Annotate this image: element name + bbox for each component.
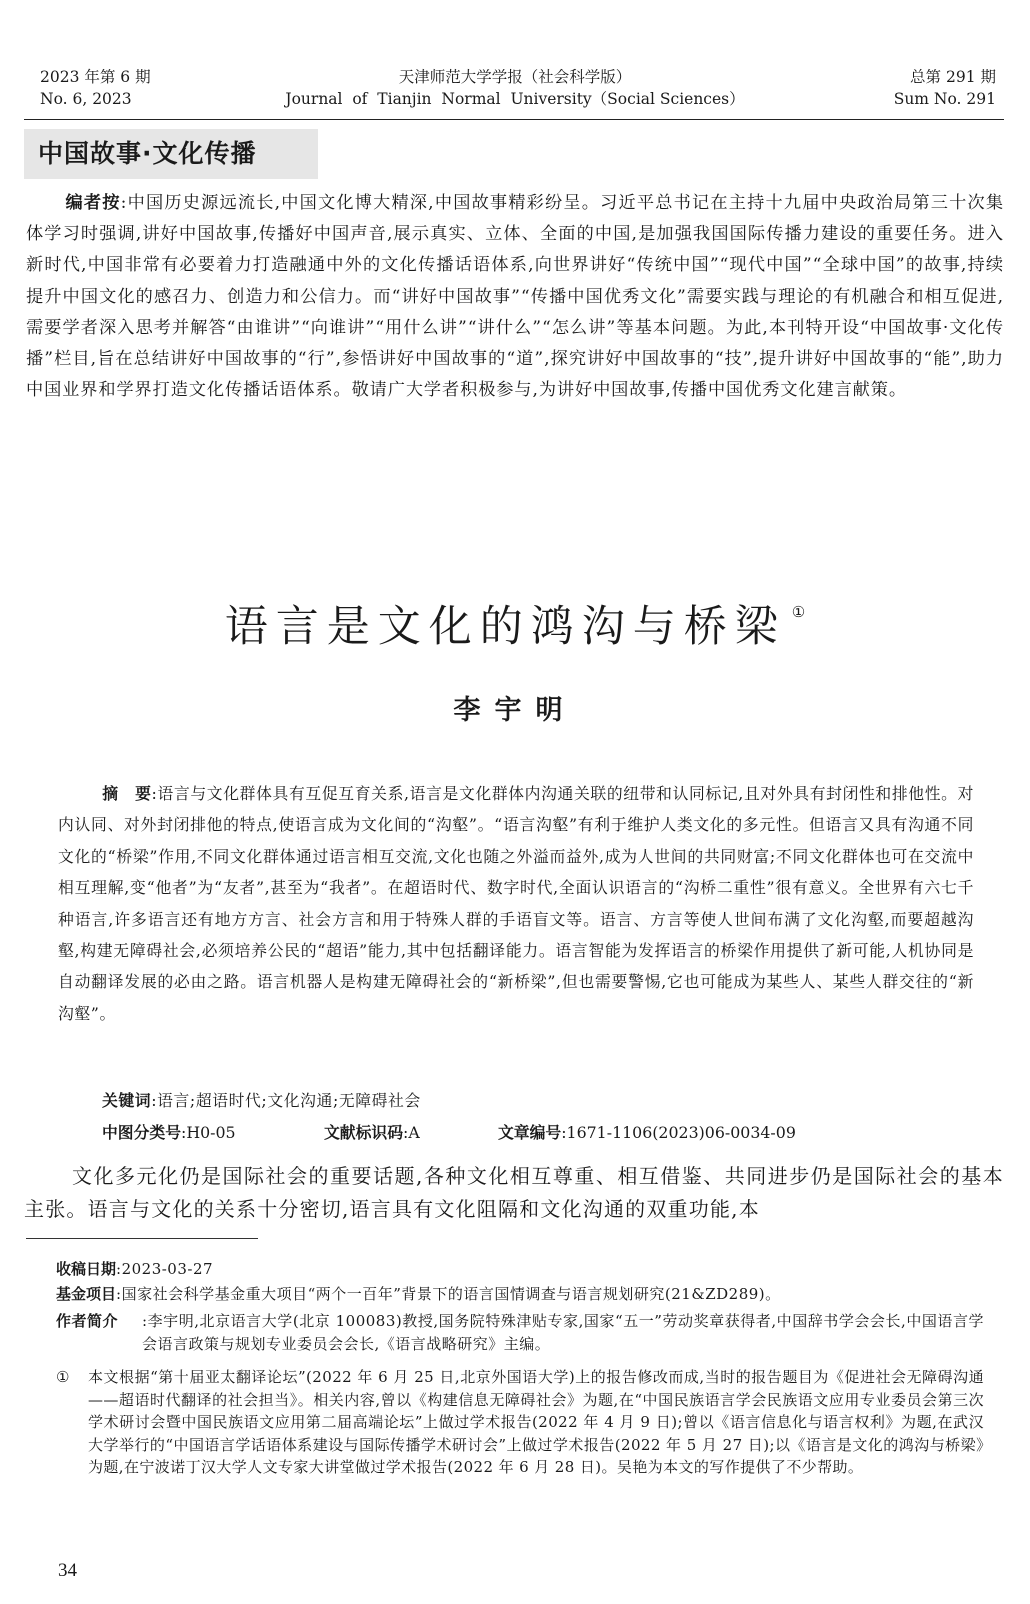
clc-value: :H0-05 bbox=[181, 1123, 236, 1142]
author-info-label: 作者简介 bbox=[56, 1312, 119, 1330]
journal-title bbox=[0, 66, 1030, 110]
clc-label: 中图分类号 bbox=[102, 1123, 181, 1142]
article-title-text: 语言是文化的鸿沟与桥梁 bbox=[224, 602, 786, 652]
fund-label: 基金项目 bbox=[56, 1285, 117, 1303]
page-number: 34 bbox=[58, 1560, 77, 1581]
editor-note-label: 编者按 bbox=[65, 193, 121, 213]
received-label: 收稿日期 bbox=[56, 1260, 117, 1278]
journal-cn: 天津师范大学学报（社会科学版） bbox=[398, 68, 632, 86]
title-footnote-mark[interactable]: ① bbox=[791, 603, 806, 621]
author-info-text: :李宇明,北京语言大学(北京 100083)教授,国务院特殊津贴专家,国家“五一”劳动奖章获得者,中国辞书学会会长,中国语言学会语言政策与规划专业委员会会长,《语言战略研究》主编。 bbox=[142, 1312, 985, 1353]
doc-label: 文献标识码 bbox=[324, 1123, 403, 1142]
column-banner: 中国故事·文化传播 bbox=[24, 129, 318, 179]
issue-en: No. 6, 2023 bbox=[40, 90, 132, 108]
author-info bbox=[56, 1310, 984, 1355]
editor-note bbox=[26, 188, 1004, 406]
keywords bbox=[102, 1087, 421, 1115]
article-title bbox=[0, 584, 1030, 655]
footnote-1 bbox=[56, 1366, 984, 1479]
clc-code bbox=[102, 1119, 236, 1147]
sum-cn: 总第 291 期 bbox=[910, 68, 996, 86]
sum-info bbox=[894, 66, 996, 110]
sum-en: Sum No. 291 bbox=[893, 90, 996, 108]
article-code-value: :1671-1106(2023)06-0034-09 bbox=[561, 1123, 796, 1142]
header-rule bbox=[24, 119, 1004, 120]
article-author: 李宇明 bbox=[453, 695, 577, 726]
keywords-label: 关键词 bbox=[102, 1091, 152, 1110]
abstract bbox=[58, 778, 974, 1029]
article-code bbox=[498, 1119, 796, 1147]
footnote-rule bbox=[26, 1238, 258, 1239]
fund-value: :国家社会科学基金重大项目“两个一百年”背景下的语言国情调查与语言规划研究(21&ZD289)。 bbox=[116, 1285, 781, 1303]
body-paragraph: 文化多元化仍是国际社会的重要话题,各种文化相互尊重、相互借鉴、共同进步仍是国际社会的基本主张。语言与文化的关系十分密切,语言具有文化阻隔和文化沟通的双重功能,本 bbox=[24, 1164, 1004, 1221]
doc-code bbox=[324, 1119, 420, 1147]
journal-en: Journal of Tianjin Normal University（Social Sciences） bbox=[285, 90, 745, 108]
keywords-text: :语言;超语时代;文化沟通;无障碍社会 bbox=[151, 1091, 421, 1110]
article-code-label: 文章编号 bbox=[498, 1123, 562, 1142]
doc-value: :A bbox=[403, 1123, 420, 1142]
abstract-text: :语言与文化群体具有互促互育关系,语言是文化群体内沟通关联的纽带和认同标记,且对外具有封闭性和排他性。对内认同、对外封闭排他的特点,使语言成为文化间的“沟壑”。“语言沟壑”有利于维护人类文化的多元性。但语言又具有沟通不同文化的“桥梁”作用,不同文化群体通过语言相互交流,文化也随之外溢而益外,成为人世间的共同财富;不同文化群体也可在交流中相互理解,变“他者”为“友者”,甚至为“我者”。在超语时代、数字时代,全面认识语言的“沟桥二重性”很有意义。全世界有六七千种语言,许多语言还有地方方言、社会方言和用于特殊人群的手语盲文等。语言、方言等使人世间布满了文化沟壑,而要超越沟壑,构建无障碍社会,必须培养公民的“超语”能力,其中包括翻译能力。语言智能为发挥语言的桥梁作用提供了新可能,人机协同是自动翻译发展的必由之路。语言机器人是构建无障碍社会的“新桥梁”,但也需要警惕,它也可能成为某些人、某些人群交往的“新沟壑”。 bbox=[58, 784, 974, 1023]
footnote-1-mark: ① bbox=[56, 1368, 70, 1386]
classification-line bbox=[102, 1119, 962, 1147]
issue-cn: 2023 年第 6 期 bbox=[40, 68, 151, 86]
abstract-label: 摘 要 bbox=[102, 784, 152, 803]
received-date bbox=[56, 1258, 213, 1280]
received-value: :2023-03-27 bbox=[116, 1260, 214, 1278]
fund-info bbox=[56, 1283, 984, 1305]
editor-note-text: :中国历史源远流长,中国文化博大精深,中国故事精彩纷呈。习近平总书记在主持十九届中央政治局第三十次集体学习时强调,讲好中国故事,传播好中国声音,展示真实、立体、全面的中国,是加强我国国际传播力建设的重要任务。进入新时代,中国非常有必要着力打造融通中外的文化传播话语体系,向世界讲好“传统中国”“现代中国”“全球中国”的故事,持续提升中国文化的感召力、创造力和公信力。而“讲好中国故事”“传播中国优秀文化”需要实践与理论的有机融合和相互促进,需要学者深入思考并解答“由谁讲”“向谁讲”“用什么讲”“讲什么”“怎么讲”等基本问题。为此,本刊特开设“中国故事·文化传播”栏目,旨在总结讲好中国故事的“行”,参悟讲好中国故事的“道”,探究讲好中国故事的“技”,提升讲好中国故事的“能”,助力中国业界和学界打造文化传播话语体系。敬请广大学者积极参与,为讲好中国故事,传播中国优秀文化建言献策。 bbox=[26, 193, 1004, 401]
footnote-1-text: 本文根据“第十届亚太翻译论坛”(2022 年 6 月 25 日,北京外国语大学)上的报告修改而成,当时的报告题目为《促进社会无障碍沟通——超语时代翻译的社会担当》。相关内容,曾以《构建信息无障碍社会》为题,在“中国民族语言学会民族语文应用专业委员会第三次学术研讨会暨中国民族语文应用第二届高端论坛”上做过学术报告(2022 年 4 月 9 日);曾以《语言信息化与语言权利》为题,在武汉大学举行的“中国语言学话语体系建设与国际传播学术研讨会”上做过学术报告(2022 年 5 月 27 日);以《语言是文化的鸿沟与桥梁》为题,在宁波诺丁汉大学人文专家大讲堂做过学术报告(2022 年 6 月 28 日)。吴艳为本文的写作提供了不少帮助。 bbox=[88, 1368, 984, 1476]
